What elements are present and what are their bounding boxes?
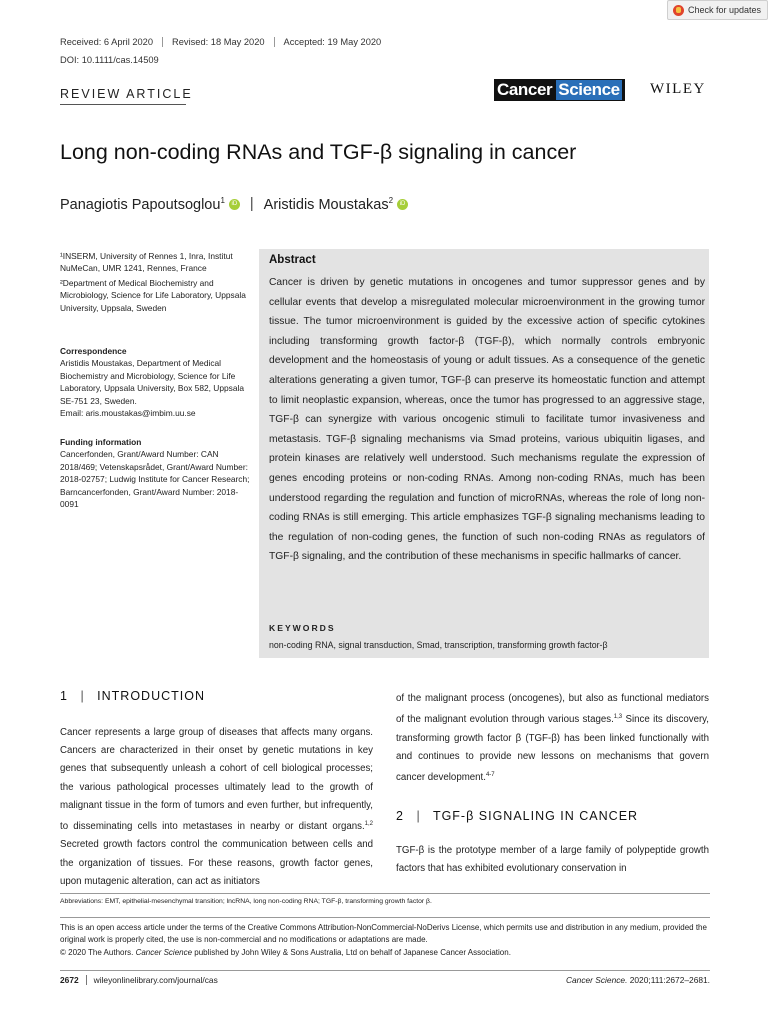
- section-1-p1-text: Cancer represents a large group of diseases that affects many organs. Cancers are characterized in their onset by genetic mutations in key genes that subsequently unleash a cohort of cell biological processes; the various pathological processes ultimately lead to the growth of malignant tissue in the form of tumors and even further, but infrequently, to disseminating cells into metastases in nearby or distant organs.: [60, 727, 373, 833]
- article-type-rule: [60, 104, 186, 105]
- section-2-heading: 2 | TGF-β SIGNALING IN CANCER: [396, 809, 639, 823]
- received-date: Received: 6 April 2020: [60, 37, 163, 47]
- section-1-number: 1: [60, 689, 68, 703]
- section-1-p2-text-cont: Since its discovery, transforming growth factor β (TGF-β) has been linked functionally with and continues to provide new lessons on mechanisms that govern cancer development.: [396, 714, 709, 784]
- abstract-heading: Abstract: [269, 254, 316, 266]
- section-1-p2-text: of the malignant process (oncogenes), but also as functional mediators of the malignant evolution through various stages.: [396, 693, 709, 726]
- section-2-number: 2: [396, 809, 404, 823]
- citation-ref[interactable]: 4-7: [485, 772, 495, 779]
- funding-heading: Funding information: [60, 437, 142, 447]
- correspondence-email[interactable]: Email: aris.moustakas@imbim.uu.se: [60, 408, 196, 419]
- section-1-paragraph-2: [396, 690, 709, 787]
- section-2-paragraph-1: TGF-β is the prototype member of a large family of polypeptide growth factors that has exhibited evolutionary conservation in: [396, 845, 709, 875]
- affiliation-2: ²Department of Medical Biochemistry and Microbiology, Science for Life Laboratory, Uppsala University, Uppsala, Sweden: [60, 277, 246, 313]
- correspondence-heading: Correspondence: [60, 346, 127, 356]
- author-1-name: Panagiotis Papoutsoglou: [60, 196, 221, 213]
- footer-citation: [566, 975, 710, 985]
- license-text: This is an open access article under the terms of the Creative Commons Attribution-NonCommercial-NoDerivs License, which permits use and distribution in any medium, provided the original work is properly cited, the use is non-commercial and no modifications or adaptations are made.: [60, 923, 707, 945]
- orcid-icon[interactable]: iD: [229, 199, 240, 210]
- copyright-journal: Cancer Science: [135, 947, 193, 957]
- crossmark-icon: [673, 5, 684, 16]
- copyright-line: [60, 947, 712, 959]
- abstract-text: Cancer is driven by genetic mutations in oncogenes and tumor suppressor genes and by cellular events that develop a misregulated molecular microenvironment in the growing tumor tissue. The tumor microenvironment is guided by the excessive action of specific cytokines including transforming growth factor-β (TGF-β), which normally controls embryonic development and the homeostasis of young or adult tissues. As a consequence of the genetic alterations generating a given tumor, TGF-β can preserve its homeostatic function and attempt to limit neoplastic expansion, whereas, once the tumor has progressed to an aggressive stage, TGF-β can synergize with various oncogenic stimuli to facilitate tumor invasiveness and metastasis. TGF-β signaling mechanisms via Smad proteins, various ubiquitin ligases, and protein kinases are relatively well understood. Such mechanisms regulate the expression of genes encoding proteins or non-coding RNAs. Among non-coding RNAs, much has been understood regarding the regulation and function of microRNAs, whereas the role of long non-coding RNAs is still emerging. This article emphasizes TGF-β signaling mechanisms leading to the regulation of non-coding genes, the function of such non-coding RNAs as regulators of TGF-β signaling, and the contribution of these mechanisms in specific hallmarks of cancer.: [269, 277, 705, 563]
- section-1-paragraph-1: [60, 724, 373, 891]
- author-2[interactable]: [264, 196, 393, 213]
- author-separator: |: [249, 196, 254, 213]
- affiliation-1: ¹INSERM, University of Rennes 1, Inra, Institut NuMeCan, UMR 1241, Rennes, France: [60, 251, 233, 274]
- journal-logo-part2: Science: [558, 80, 620, 99]
- copyright-text: © 2020 The Authors.: [60, 947, 136, 957]
- footer-left: [60, 975, 218, 985]
- author-2-name: Aristidis Moustakas: [263, 196, 389, 213]
- footnote-rule: [60, 893, 710, 894]
- author-1[interactable]: [60, 196, 225, 213]
- revised-date: Revised: 18 May 2020: [172, 37, 275, 47]
- article-type: REVIEW ARTICLE: [60, 87, 193, 101]
- citation-ref[interactable]: 1,3: [613, 714, 623, 721]
- section-1-heading: 1 | INTRODUCTION: [60, 689, 205, 703]
- accepted-date: Accepted: 19 May 2020: [283, 37, 382, 47]
- correspondence: [60, 345, 250, 419]
- page-number: 2672: [60, 975, 87, 985]
- footer-rule: [60, 970, 710, 971]
- article-dates: [60, 37, 399, 47]
- article-title: Long non-coding RNAs and TGF-β signaling in cancer: [60, 140, 577, 164]
- author-2-affil: 2: [388, 196, 394, 205]
- keywords-heading: KEYWORDS: [269, 623, 336, 633]
- citation-journal: Cancer Science.: [565, 975, 628, 985]
- funding-text: Cancerfonden, Grant/Award Number: CAN 2018/469; Vetenskapsrådet, Grant/Award Number: 2018-02757; Ludwig Institute for Cancer Research; Barncancerfonden, Grant/Award Number: 2018-0091: [60, 449, 250, 510]
- journal-logo-part1: Cancer: [497, 80, 553, 99]
- author-1-affil: 1: [220, 196, 225, 205]
- orcid-icon[interactable]: iD: [397, 199, 408, 210]
- check-for-updates-label: Check for updates: [688, 5, 762, 15]
- copyright-text-cont: published by John Wiley & Sons Australia, Ltd on behalf of Japanese Cancer Association.: [192, 947, 511, 957]
- section-2-title: TGF-β SIGNALING IN CANCER: [432, 809, 639, 823]
- funding: [60, 436, 250, 510]
- license-rule: [60, 917, 710, 918]
- publisher-logo[interactable]: WILEY: [650, 81, 706, 97]
- doi[interactable]: DOI: 10.1111/cas.14509: [60, 55, 159, 65]
- affiliations: [60, 250, 250, 314]
- section-1-p1-text-cont: Secreted growth factors control the communication between cells and the organization of tissues. For these reasons, growth factor genes, upon mutagenic alteration, can act as initiators: [60, 839, 373, 887]
- citation-details: 2020;111:2672–2681.: [627, 975, 710, 985]
- author-list: [60, 196, 408, 213]
- correspondence-text: Aristidis Moustakas, Department of Medical Biochemistry and Microbiology, Science for Life Laboratory, Uppsala University, Box 582, Uppsala SE-751 23, Sweden.: [60, 358, 245, 406]
- license-notice: [60, 922, 712, 959]
- keywords-text: non-coding RNA, signal transduction, Smad, transcription, transforming growth factor-β: [269, 640, 608, 650]
- abbreviations: Abbreviations: EMT, epithelial-mesenchymal transition; lncRNA, long non-coding RNA; TGF-β, transforming growth factor β.: [60, 898, 432, 905]
- journal-url[interactable]: wileyonlinelibrary.com/journal/cas: [93, 975, 218, 985]
- journal-logo[interactable]: [494, 79, 625, 101]
- check-for-updates-button[interactable]: [667, 0, 768, 20]
- citation-ref[interactable]: 1,2: [364, 821, 373, 828]
- section-1-title: INTRODUCTION: [97, 689, 205, 703]
